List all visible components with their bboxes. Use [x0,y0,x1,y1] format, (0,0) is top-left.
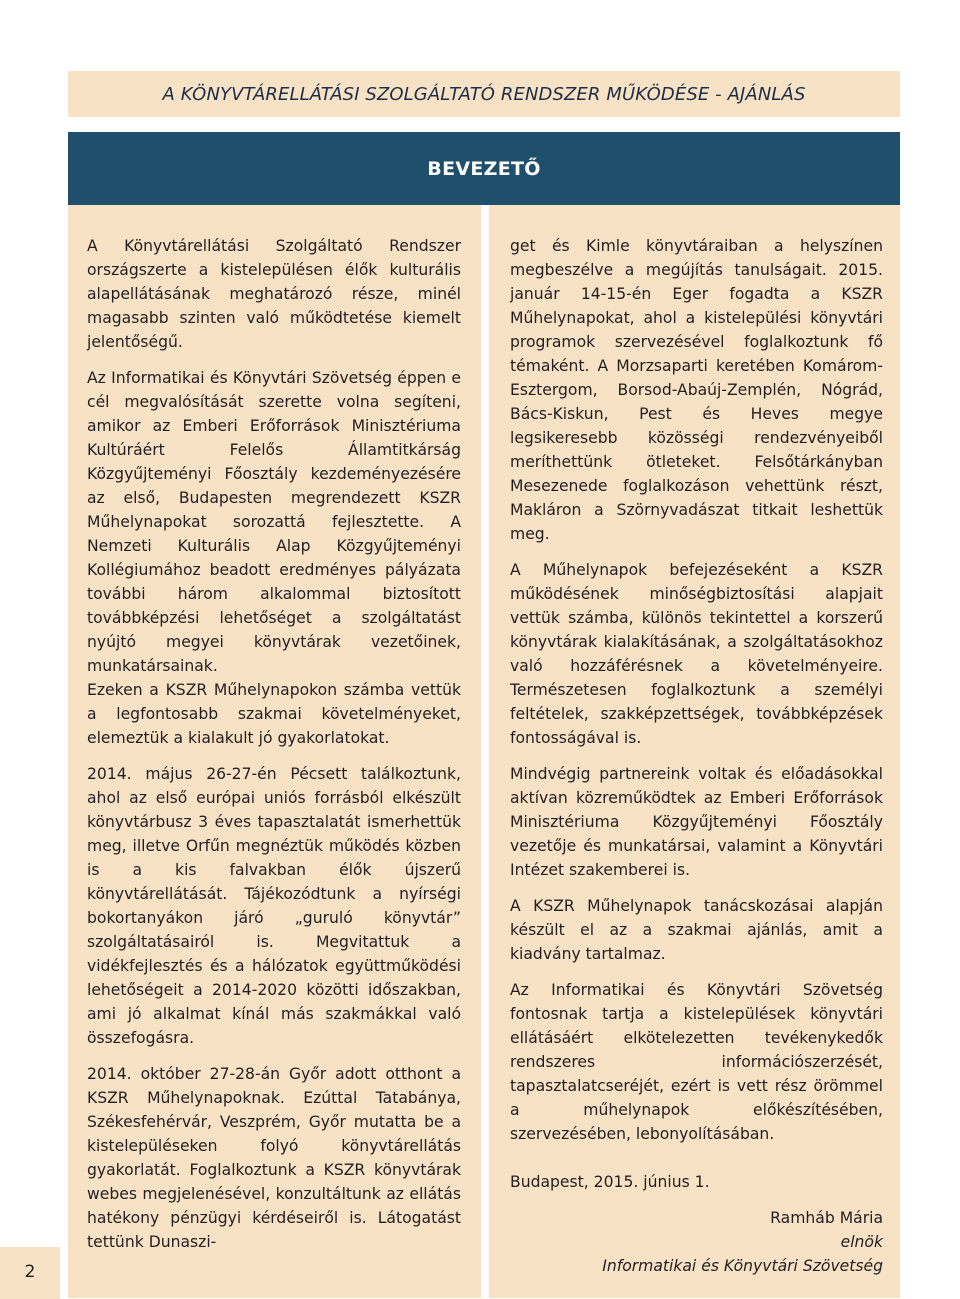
paragraph: Mindvégig partnereink voltak és előadásokkal aktívan közreműködtek az Emberi Erőforrások Minisztériuma Közgyűjteményi Főosztály vezetője és munkatársai, valamint a Könyvtári Intézet szakemberei is. [510,765,883,879]
date-line: Budapest, 2015. június 1. [510,1173,710,1191]
section-banner [68,132,900,205]
paragraph: Az Informatikai és Könyvtári Szövetség éppen e cél megvalósítását szerette volna segíteni, amikor az Emberi Erőforrások Minisztériuma Kultúráért Felelős Államtitkárság Közgyűjteményi Főosztály kezdeményezésére az első, Budapesten megrendezett KSZR Műhelynapokat sorozattá fejlesztette. A Nemzeti Kulturális Alap Közgyűjteményi Kollégiumához beadott eredményes pályázata további három alkalommal biztosított továbbképzési lehetőséget a szolgáltatást nyújtó megyei könyvtárak vezetőinek, munkatársainak. [87,369,461,675]
signature-name: Ramháb Mária [770,1209,883,1227]
paragraph: Ezeken a KSZR Műhelynapokon számba vettük a legfontosabb szakmai követelményeket, elemeztük a kialakult jó gyakorlatokat. [87,681,461,747]
paragraph: A Műhelynapok befejezéseként a KSZR működésének minőségbiztosítási alapjait vettük számba, különös tekintettel a korszerű könyvtárak kialakításának, a szolgáltatásokhoz való hozzáférésnek a követelményeire. Természetesen foglalkoztunk a személyi feltételek, szakképzettségek, továbbképzések fontosságával is. [510,561,883,747]
running-header-title: A KÖNYVTÁRELLÁTÁSI SZOLGÁLTATÓ RENDSZER MŰKÖDÉSE - AJÁNLÁS [162,84,806,105]
right-column [489,205,900,1298]
page-number: 2 [24,1262,36,1282]
paragraph: Az Informatikai és Könyvtári Szövetség fontosnak tartja a kistelepülések könyvtári ellátásáért elkötelezetten tevékenykedők rendszeres információszerzését, tapasztalatcseréjét, ezért is vett rész örömmel a műhelynapok előkészítésében, szervezésében, lebonyolításában. [510,981,883,1143]
paragraph: 2014. október 27-28-án Győr adott otthont a KSZR Műhelynapoknak. Ezúttal Tatabánya, Székesfehérvár, Veszprém, Győr mutatta be a kistelepüléseken folyó könyvtárellátás gyakorlatát. Foglalkoztunk a KSZR könyvtárak webes megjelenésével, konzultáltunk az ellátás hatékony pénzügyi kérdéseiről is. Látogatást tettünk Dunaszi- [87,1065,461,1251]
paragraph: 2014. május 26-27-én Pécsett találkoztunk, ahol az első európai uniós forrásból elkészült könyvtárbusz 3 éves tapasztalatát ismerhettük meg, illetve Orfűn megnéztük működés közben is a kis falvakban élők újszerű könyvtárellátását. Tájékozódtunk a nyírségi bokortanyákon járó „guruló könyvtár” szolgáltatásairól is. Megvitattuk a vidékfejlesztés és a hálózatok együttműködési lehetőségeit a 2014-2020 közötti időszakban, ami jó alkalmat kínál más szakmákkal való összefogásra. [87,765,461,1047]
paragraph: A KSZR Műhelynapok tanácskozásai alapján készült el az a szakmai ajánlás, amit a kiadvány tartalmaz. [510,897,883,963]
paragraph: get és Kimle könyvtáraiban a helyszínen megbeszélve a megújítás tanulságait. 2015. január 14-15-én Eger fogadta a KSZR Műhelynapokat, ahol a kistelepülési könyvtári programok szervezésével foglalkoztunk fő témaként. A Morzsaparti keretében Komárom-Esztergom, Borsod-Abaúj-Zemplén, Nógrád, Bács-Kiskun, Pest és Heves megye legsikeresebb közösségi rendezvényeiből meríthettünk ötleteket. Felsőtárkányban Mesezenede foglalkozáson vehettünk részt, Makláron a Szörnyvadászat titkait leshettük meg. [510,237,883,543]
signature-role: elnök [840,1233,883,1251]
signature-organization: Informatikai és Könyvtári Szövetség [602,1257,883,1275]
section-title: BEVEZETŐ [427,158,541,180]
running-header [68,71,900,117]
page-number-box [0,1247,60,1299]
paragraph: A Könyvtárellátási Szolgáltató Rendszer országszerte a kistelepülésen élők kulturális alapellátásának meghatározó része, minél magasabb szinten való működtetése kiemelt jelentőségű. [87,237,461,351]
left-column [68,205,481,1298]
